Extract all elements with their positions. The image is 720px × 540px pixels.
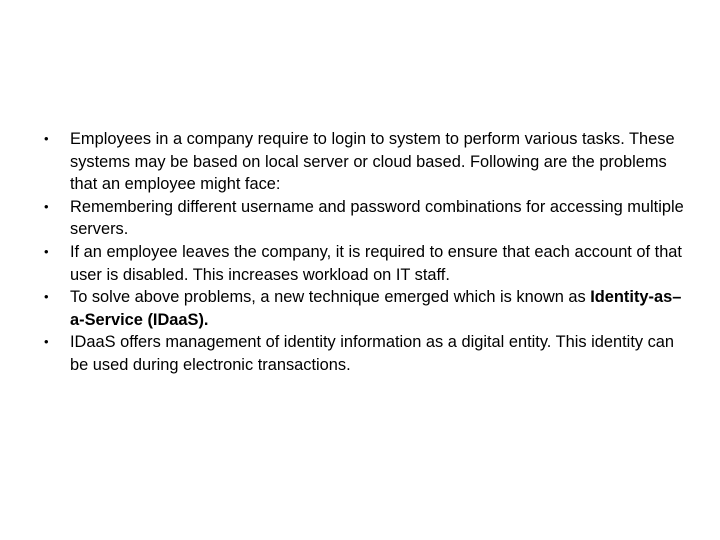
bullet-item-idaas-emerged	[44, 286, 684, 331]
bullet-item-employee-leaves	[44, 241, 684, 286]
bullet-item-remembering-credentials	[44, 196, 684, 241]
bullet-item-idaas-offers	[44, 331, 684, 376]
bullet-text: Remembering different username and password combinations for accessing multiple servers.	[70, 197, 684, 239]
bullet-glyph: •	[44, 289, 49, 305]
bullet-item-login-problems	[44, 128, 684, 196]
bullet-text: Employees in a company require to login to system to perform various tasks. These systems may be based on local server or cloud based. Following are the problems that an employee might face:	[70, 130, 675, 194]
bullet-glyph: •	[44, 131, 49, 146]
bullet-text: If an employee leaves the company, it is required to ensure that each account of that user is disabled. This increases workload on IT staff.	[70, 242, 682, 284]
bullet-text: IDaaS offers management of identity information as a digital entity. This identity can be used during electronic transactions.	[70, 333, 675, 374]
bullet-text: To solve above problems, a new technique emerged which is known as	[70, 288, 591, 307]
bullet-glyph: •	[44, 334, 49, 350]
bullet-list	[44, 128, 684, 377]
idaas-term: Identity-as–a-Service (IDaaS).	[70, 288, 682, 329]
bullet-glyph: •	[44, 243, 49, 259]
bullet-glyph: •	[44, 198, 49, 214]
